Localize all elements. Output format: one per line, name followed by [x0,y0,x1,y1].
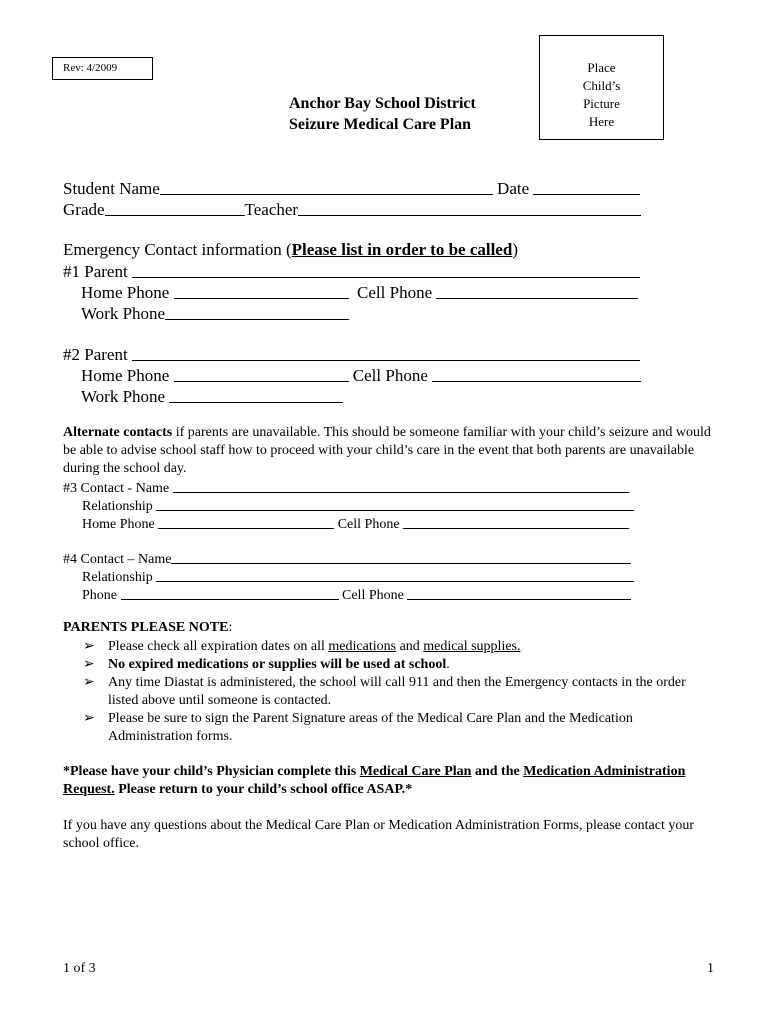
emergency-intro-emphasis: Please list in order to be called [291,240,513,259]
parent1-home-phone-field[interactable] [174,282,349,299]
physician-text-5: Please return to your child’s school office ASAP.* [114,782,413,797]
contact4-relationship-field[interactable] [156,566,634,582]
contact3-cell-phone-label: Cell Phone [337,517,400,532]
parent2-work-row [81,386,343,407]
contact3-row [63,477,629,497]
physician-medical-care-plan: Medical Care Plan [359,764,472,779]
contact4-relationship-label: Relationship [82,570,153,585]
note2-end: . [446,657,450,672]
photo-box-line-2: Child’s [582,78,621,93]
emergency-intro [63,240,518,260]
contact3-cell-phone-field[interactable] [403,513,629,529]
parent1-home-phone-label: Home Phone [81,283,170,302]
parent1-work-row [81,303,349,324]
physician-text-3: and the [471,764,524,779]
contact3-relationship-label: Relationship [82,499,153,514]
contact3-home-phone-label: Home Phone [82,517,155,532]
contact4-relationship-row [82,566,634,586]
district-name: Anchor Bay School District [289,95,476,112]
note-item-no-expired [63,656,713,674]
arrow-bullet-icon: ➢ [83,675,95,690]
parent2-row [63,344,640,365]
notes-heading-colon: : [228,620,233,635]
parent2-work-phone-label: Work Phone [81,387,166,406]
photo-placeholder-box [539,35,664,140]
contact4-cell-phone-label: Cell Phone [342,588,404,603]
teacher-field[interactable] [298,199,641,216]
page-of-count: 1 of 3 [63,961,96,976]
revision-box: Rev: 4/2009 [52,57,153,80]
note4-text: Please be sure to sign the Parent Signature areas of the Medical Care Plan and the Medication Administration forms. [108,711,633,744]
contact3-relationship-row [82,495,634,515]
photo-box-line-4: Here [588,114,615,129]
grade-teacher-row [63,199,641,220]
contact4-phone-label: Phone [82,588,117,603]
notes-heading-text: PARENTS PLEASE NOTE [63,620,229,635]
contact4-phone-row [82,584,631,604]
teacher-label: Teacher [244,200,299,219]
parent1-cell-phone-field[interactable] [436,282,638,299]
physician-request [63,763,713,799]
parent1-work-phone-field[interactable] [165,303,349,320]
notes-heading [63,620,232,636]
page-number: 1 [707,961,714,976]
note3-text: Any time Diastat is administered, the school will call 911 and then the Emergency contacts in the order listed above until someone is contacted. [108,675,686,708]
note-item-diastat [63,674,713,710]
contact4-row [63,548,631,568]
parent2-label: #2 Parent [63,345,128,364]
grade-field[interactable] [105,199,245,216]
contact4-phone-field[interactable] [121,584,339,600]
note1-text-c: and [396,639,424,654]
note1-medications: medications [328,639,397,654]
date-label: Date [497,179,530,198]
grade-label: Grade [63,200,105,219]
physician-medication-request: Medication Administration Request. [63,764,686,797]
parent1-label: #1 Parent [63,262,128,281]
parent1-work-phone-label: Work Phone [81,304,166,323]
contact4-label: #4 Contact – Name [63,552,172,567]
photo-box-line-1: Place [587,60,616,75]
contact4-name-field[interactable] [171,548,631,564]
date-field[interactable] [533,178,640,195]
photo-box-line-3: Picture [583,96,620,111]
parent2-home-phone-label: Home Phone [81,366,170,385]
arrow-bullet-icon: ➢ [83,639,95,654]
parent1-cell-phone-label: Cell Phone [357,283,433,302]
parent2-name-field[interactable] [132,344,640,361]
contact3-label: #3 Contact - Name [63,481,170,496]
notes-list [63,638,713,746]
arrow-bullet-icon: ➢ [83,657,95,672]
plan-title: Seizure Medical Care Plan [289,116,472,133]
emergency-intro-suffix: ) [512,240,518,259]
alternate-contacts-text: if parents are unavailable. This should be someone familiar with your child’s seizure and would be able to advise school staff how to proceed with your child’s care in the event that both parents are unavailable during the school day. [63,425,711,476]
physician-text-1: *Please have your child’s Physician complete this [63,764,360,779]
contact3-relationship-field[interactable] [156,495,634,511]
student-name-row [63,178,640,199]
contact3-name-field[interactable] [173,477,629,493]
parent2-cell-phone-field[interactable] [432,365,641,382]
parent1-row [63,261,640,282]
arrow-bullet-icon: ➢ [83,711,95,726]
contact3-phone-row [82,513,629,533]
note1-text-a: Please check all expiration dates on all [108,639,329,654]
alternate-contacts-heading: Alternate contacts [63,425,173,440]
parent1-name-field[interactable] [132,261,640,278]
contact4-cell-phone-field[interactable] [407,584,631,600]
questions-paragraph: If you have any questions about the Medical Care Plan or Medication Administration Forms, please contact your school office. [63,818,695,851]
note2-bold-text: No expired medications or supplies will be used at school [108,657,447,672]
parent2-work-phone-field[interactable] [169,386,343,403]
student-name-field[interactable] [160,178,493,195]
student-name-label: Student Name [63,179,160,198]
parent2-phone-row [81,365,641,386]
parent1-phone-row [81,282,638,303]
note-item-signature [63,710,713,746]
contact3-home-phone-field[interactable] [158,513,334,529]
emergency-intro-prefix: Emergency Contact information ( [63,240,292,259]
note1-medical-supplies: medical supplies. [423,639,521,654]
note-item-expiration [63,638,713,656]
alternate-contacts-paragraph [63,424,713,478]
parent2-home-phone-field[interactable] [174,365,349,382]
parent2-cell-phone-label: Cell Phone [352,366,428,385]
